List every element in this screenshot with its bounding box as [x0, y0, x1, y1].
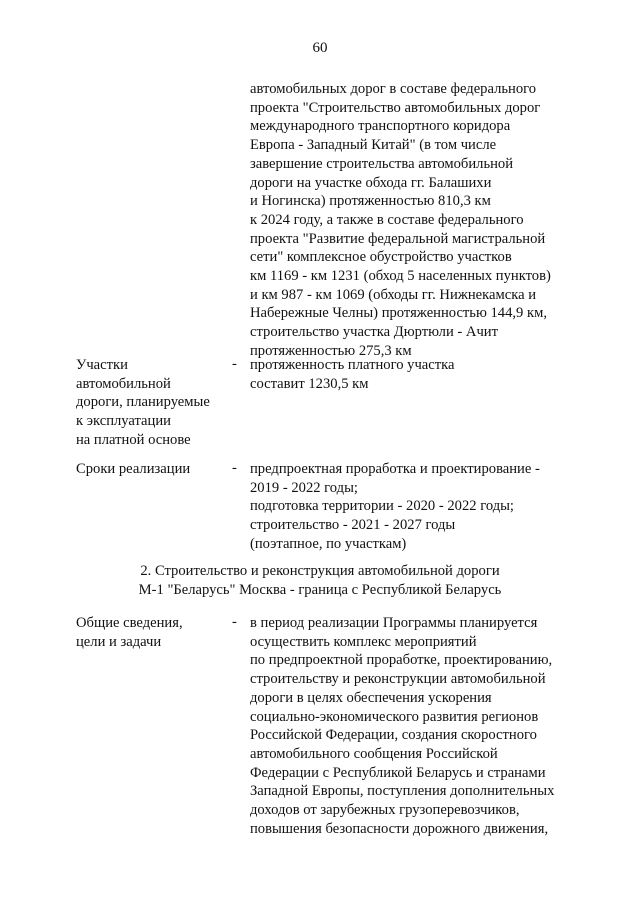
text-line: и Ногинска) протяженностью 810,3 км: [250, 193, 491, 210]
value-line: дороги в целях обеспечения ускорения: [250, 689, 492, 706]
text-line: и км 987 - км 1069 (обходы гг. Нижнекамска и: [250, 286, 537, 303]
value-line: Российской Федерации, создания скоростного: [250, 727, 537, 744]
value-line: составит 1230,5 км: [250, 375, 369, 392]
label-line: к эксплуатации: [76, 413, 171, 430]
label-line: на платной основе: [76, 431, 191, 448]
value-line: строительству и реконструкции автомобильной: [250, 671, 546, 688]
row-dash: -: [232, 614, 237, 630]
text-line: дороги на участке обхода гг. Балашихи: [250, 174, 492, 191]
page-number: 60: [312, 40, 328, 56]
row-value-toll-sections: [250, 356, 454, 393]
row-dash: -: [232, 460, 237, 476]
heading-line: М-1 "Беларусь" Москва - граница с Республикой Беларусь: [138, 581, 502, 598]
value-line: повышения безопасности дорожного движения,: [250, 820, 549, 837]
value-line: 2019 - 2022 годы;: [250, 479, 358, 496]
row-label-timeline: [76, 460, 190, 479]
heading-line: 2. Строительство и реконструкция автомобильной дороги: [140, 563, 500, 579]
text-line: строительство участка Дюртюли - Ачит: [250, 324, 498, 341]
value-line: в период реализации Программы планируется: [250, 615, 538, 631]
row-value-general: [250, 614, 554, 838]
text-line: км 1169 - км 1231 (обход 5 населенных пунктов): [250, 268, 551, 285]
text-line: сети" комплексное обустройство участков: [250, 249, 512, 266]
row-dash: -: [232, 356, 237, 372]
row-label-toll-sections: [76, 356, 210, 450]
label-line: Общие сведения,: [76, 615, 183, 631]
value-line: предпроектная проработка и проектирование -: [250, 461, 540, 477]
text-line: завершение строительства автомобильной: [250, 155, 514, 172]
label-line: цели и задачи: [76, 633, 162, 650]
value-line: строительство - 2021 - 2027 годы: [250, 517, 456, 534]
value-line: протяженность платного участка: [250, 357, 455, 373]
value-line: социально-экономического развития регионов: [250, 708, 539, 725]
text-line: Набережные Челны) протяженностью 144,9 км,: [250, 305, 547, 322]
value-line: (поэтапное, по участкам): [250, 535, 407, 552]
text-line: международного транспортного коридора: [250, 118, 511, 135]
value-line: осуществить комплекс мероприятий: [250, 633, 477, 650]
row-label-general: [76, 614, 183, 651]
label-line: Сроки реализации: [76, 461, 191, 477]
label-line: Участки: [76, 357, 128, 373]
value-line: Западной Европы, поступления дополнительных: [250, 783, 555, 800]
value-line: подготовка территории - 2020 - 2022 годы;: [250, 498, 514, 515]
label-line: дороги, планируемые: [76, 394, 210, 411]
value-line: по предпроектной проработке, проектированию,: [250, 652, 553, 669]
intro-text: [250, 80, 551, 361]
text-line: проекта "Строительство автомобильных дорог: [250, 99, 541, 116]
value-line: Федерации с Республикой Беларусь и странами: [250, 764, 546, 781]
text-line: протяженностью 275,3 км: [250, 342, 412, 359]
row-value-timeline: [250, 460, 540, 554]
section-heading: [0, 562, 640, 599]
value-line: доходов от зарубежных грузоперевозчиков,: [250, 802, 520, 819]
value-line: автомобильного сообщения Российской: [250, 745, 498, 762]
label-line: автомобильной: [76, 375, 171, 392]
text-line: проекта "Развитие федеральной магистральной: [250, 230, 546, 247]
text-line: автомобильных дорог в составе федерального: [250, 81, 537, 97]
text-line: Европа - Западный Китай" (в том числе: [250, 137, 497, 154]
text-line: к 2024 году, а также в составе федерального: [250, 211, 524, 228]
